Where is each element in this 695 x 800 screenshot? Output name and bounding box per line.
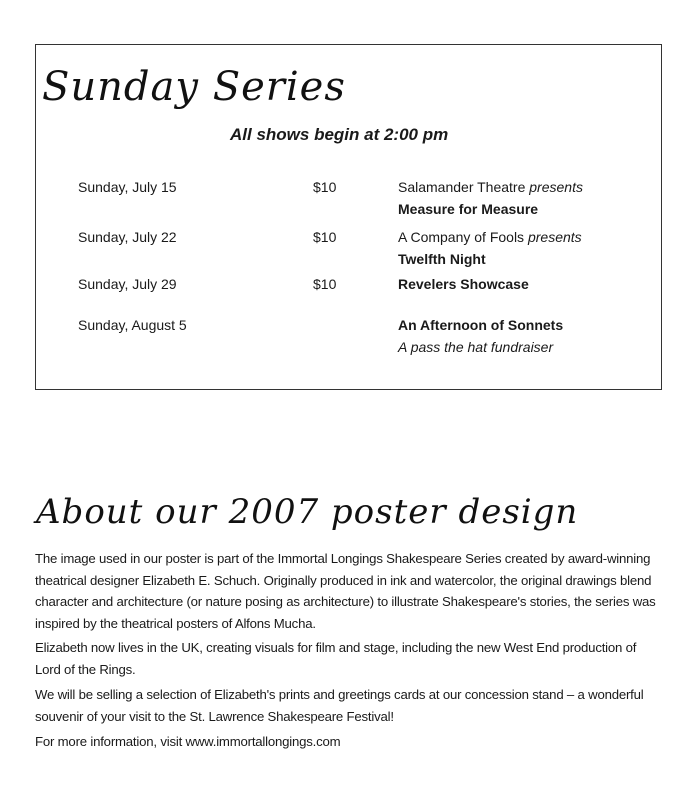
show-date: Sunday, July 29 [78,276,177,292]
sunday-series-heading: Sunday Series [42,64,346,110]
show-date: Sunday, August 5 [78,317,187,333]
show-title: Revelers Showcase [398,276,529,292]
show-date: Sunday, July 15 [78,179,177,195]
show-title: Measure for Measure [398,201,539,217]
show-company: Salamander Theatre presents [398,179,583,195]
show-title: An Afternoon of Sonnets [398,317,564,333]
about-paragraph: The image used in our poster is part of the Immortal Longings Shakespeare Series created by award-winning theatrical designer Elizabeth E. Schuch. Originally produced in ink and watercolor, the original drawings blend character and architecture (or nature posing as architecture) to illustrate Shakespeare's stories, the series was inspired by the theatrical posters of Alfons Mucha. [35,551,656,631]
show-price: $10 [313,179,337,195]
show-price: $10 [313,276,337,292]
show-note: A pass the hat fundraiser [398,339,554,355]
show-price: $10 [313,229,337,245]
show-title: Twelfth Night [398,251,486,267]
about-heading: About our 2007 poster design [36,492,579,532]
show-date: Sunday, July 22 [78,229,177,245]
about-paragraph: Elizabeth now lives in the UK, creating visuals for film and stage, including the new West End production of Lord of the Rings. [35,640,637,677]
about-paragraph: For more information, visit www.immortallongings.com [35,734,341,749]
show-company: A Company of Fools presents [398,229,582,245]
start-time-note: All shows begin at 2:00 pm [230,125,449,144]
about-paragraph: We will be selling a selection of Elizabeth's prints and greetings cards at our concession stand – a wonderful souvenir of your visit to the St. Lawrence Shakespeare Festival! [35,687,644,724]
